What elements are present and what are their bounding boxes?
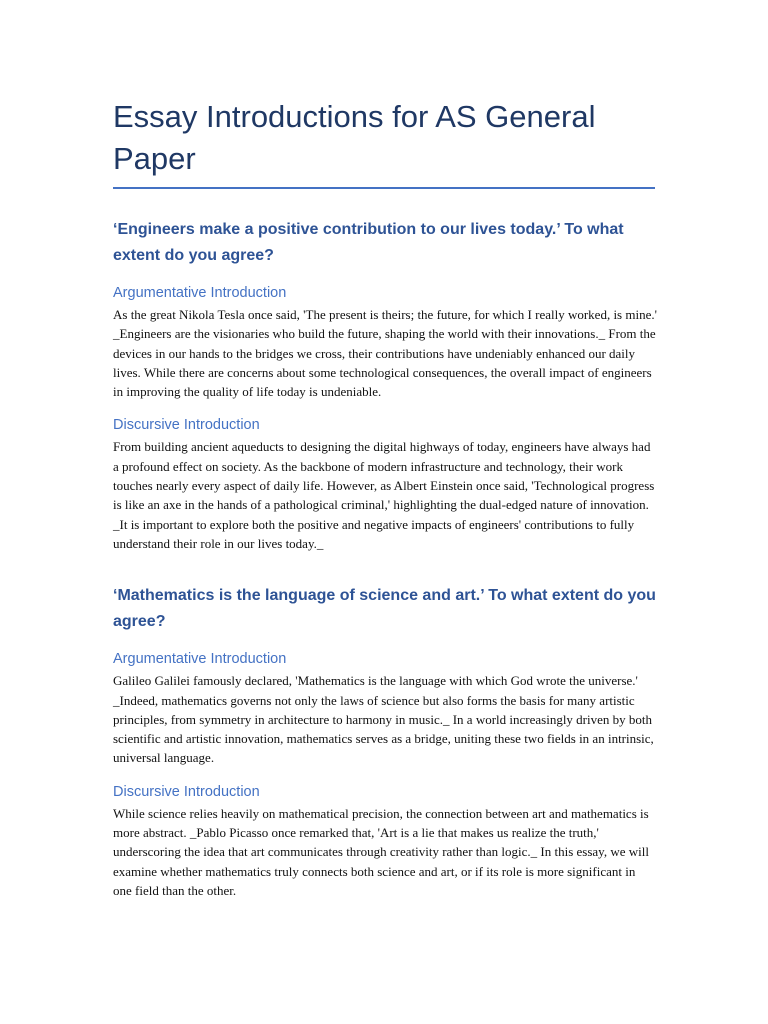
argumentative-paragraph: As the great Nikola Tesla once said, 'The present is theirs; the future, for which I really worked, is mine.' _Engineers are the visionaries who build the future, shaping the world with their innovations._ From the devices in our hands to the bridges we cross, their contributions have undeniably enhanced our daily lives. While there are concerns about some technological consequences, the overall impact of engineers in improving the quality of life today is undeniable. xyxy=(113,307,657,400)
argumentative-paragraph: Galileo Galilei famously declared, 'Mathematics is the language with which God wrote the universe.' _Indeed, mathematics governs not only the laws of science but also forms the basis for many artistic principles, from symmetry in architecture to harmony in music._ In a world increasingly driven by both scientific and artistic innovation, mathematics serves as a bridge, uniting these two fields in an intrinsic, universal language. xyxy=(113,673,654,766)
discursive-paragraph: From building ancient aqueducts to designing the digital highways of today, engineers have always had a profound effect on society. As the backbone of modern infrastructure and technology, their work touches nearly every aspect of daily life. However, as Albert Einstein once said, 'Technological progress is like an axe in the hands of a pathological criminal,' highlighting the dual-edged nature of innovation. _It is important to explore both the positive and negative impacts of engineers' contributions to fully understand their role in our lives today._ xyxy=(113,439,655,551)
question-heading: ‘Mathematics is the language of science and art.’ To what extent do you agree? xyxy=(113,587,656,631)
document-page xyxy=(113,0,657,900)
section-engineers xyxy=(113,217,657,553)
argumentative-heading: Argumentative Introduction xyxy=(113,651,287,668)
title-underline xyxy=(113,187,655,189)
discursive-heading: Discursive Introduction xyxy=(113,417,260,434)
section-mathematics xyxy=(113,583,657,900)
argumentative-heading: Argumentative Introduction xyxy=(113,285,287,301)
discursive-paragraph: While science relies heavily on mathematical precision, the connection between art and mathematics is more abstract. _Pablo Picasso once remarked that, 'Art is a lie that makes us realize the truth,' underscoring the idea that art communicates through creativity rather than logic._ In this essay, we will examine whether mathematics truly connects both science and art, or if its role is more significant in one field than the other. xyxy=(113,805,649,898)
document-title: Essay Introductions for AS General Paper xyxy=(113,99,596,176)
discursive-heading: Discursive Introduction xyxy=(113,783,260,800)
question-heading: ‘Engineers make a positive contribution to our lives today.’ To what extent do you agree? xyxy=(113,221,624,264)
